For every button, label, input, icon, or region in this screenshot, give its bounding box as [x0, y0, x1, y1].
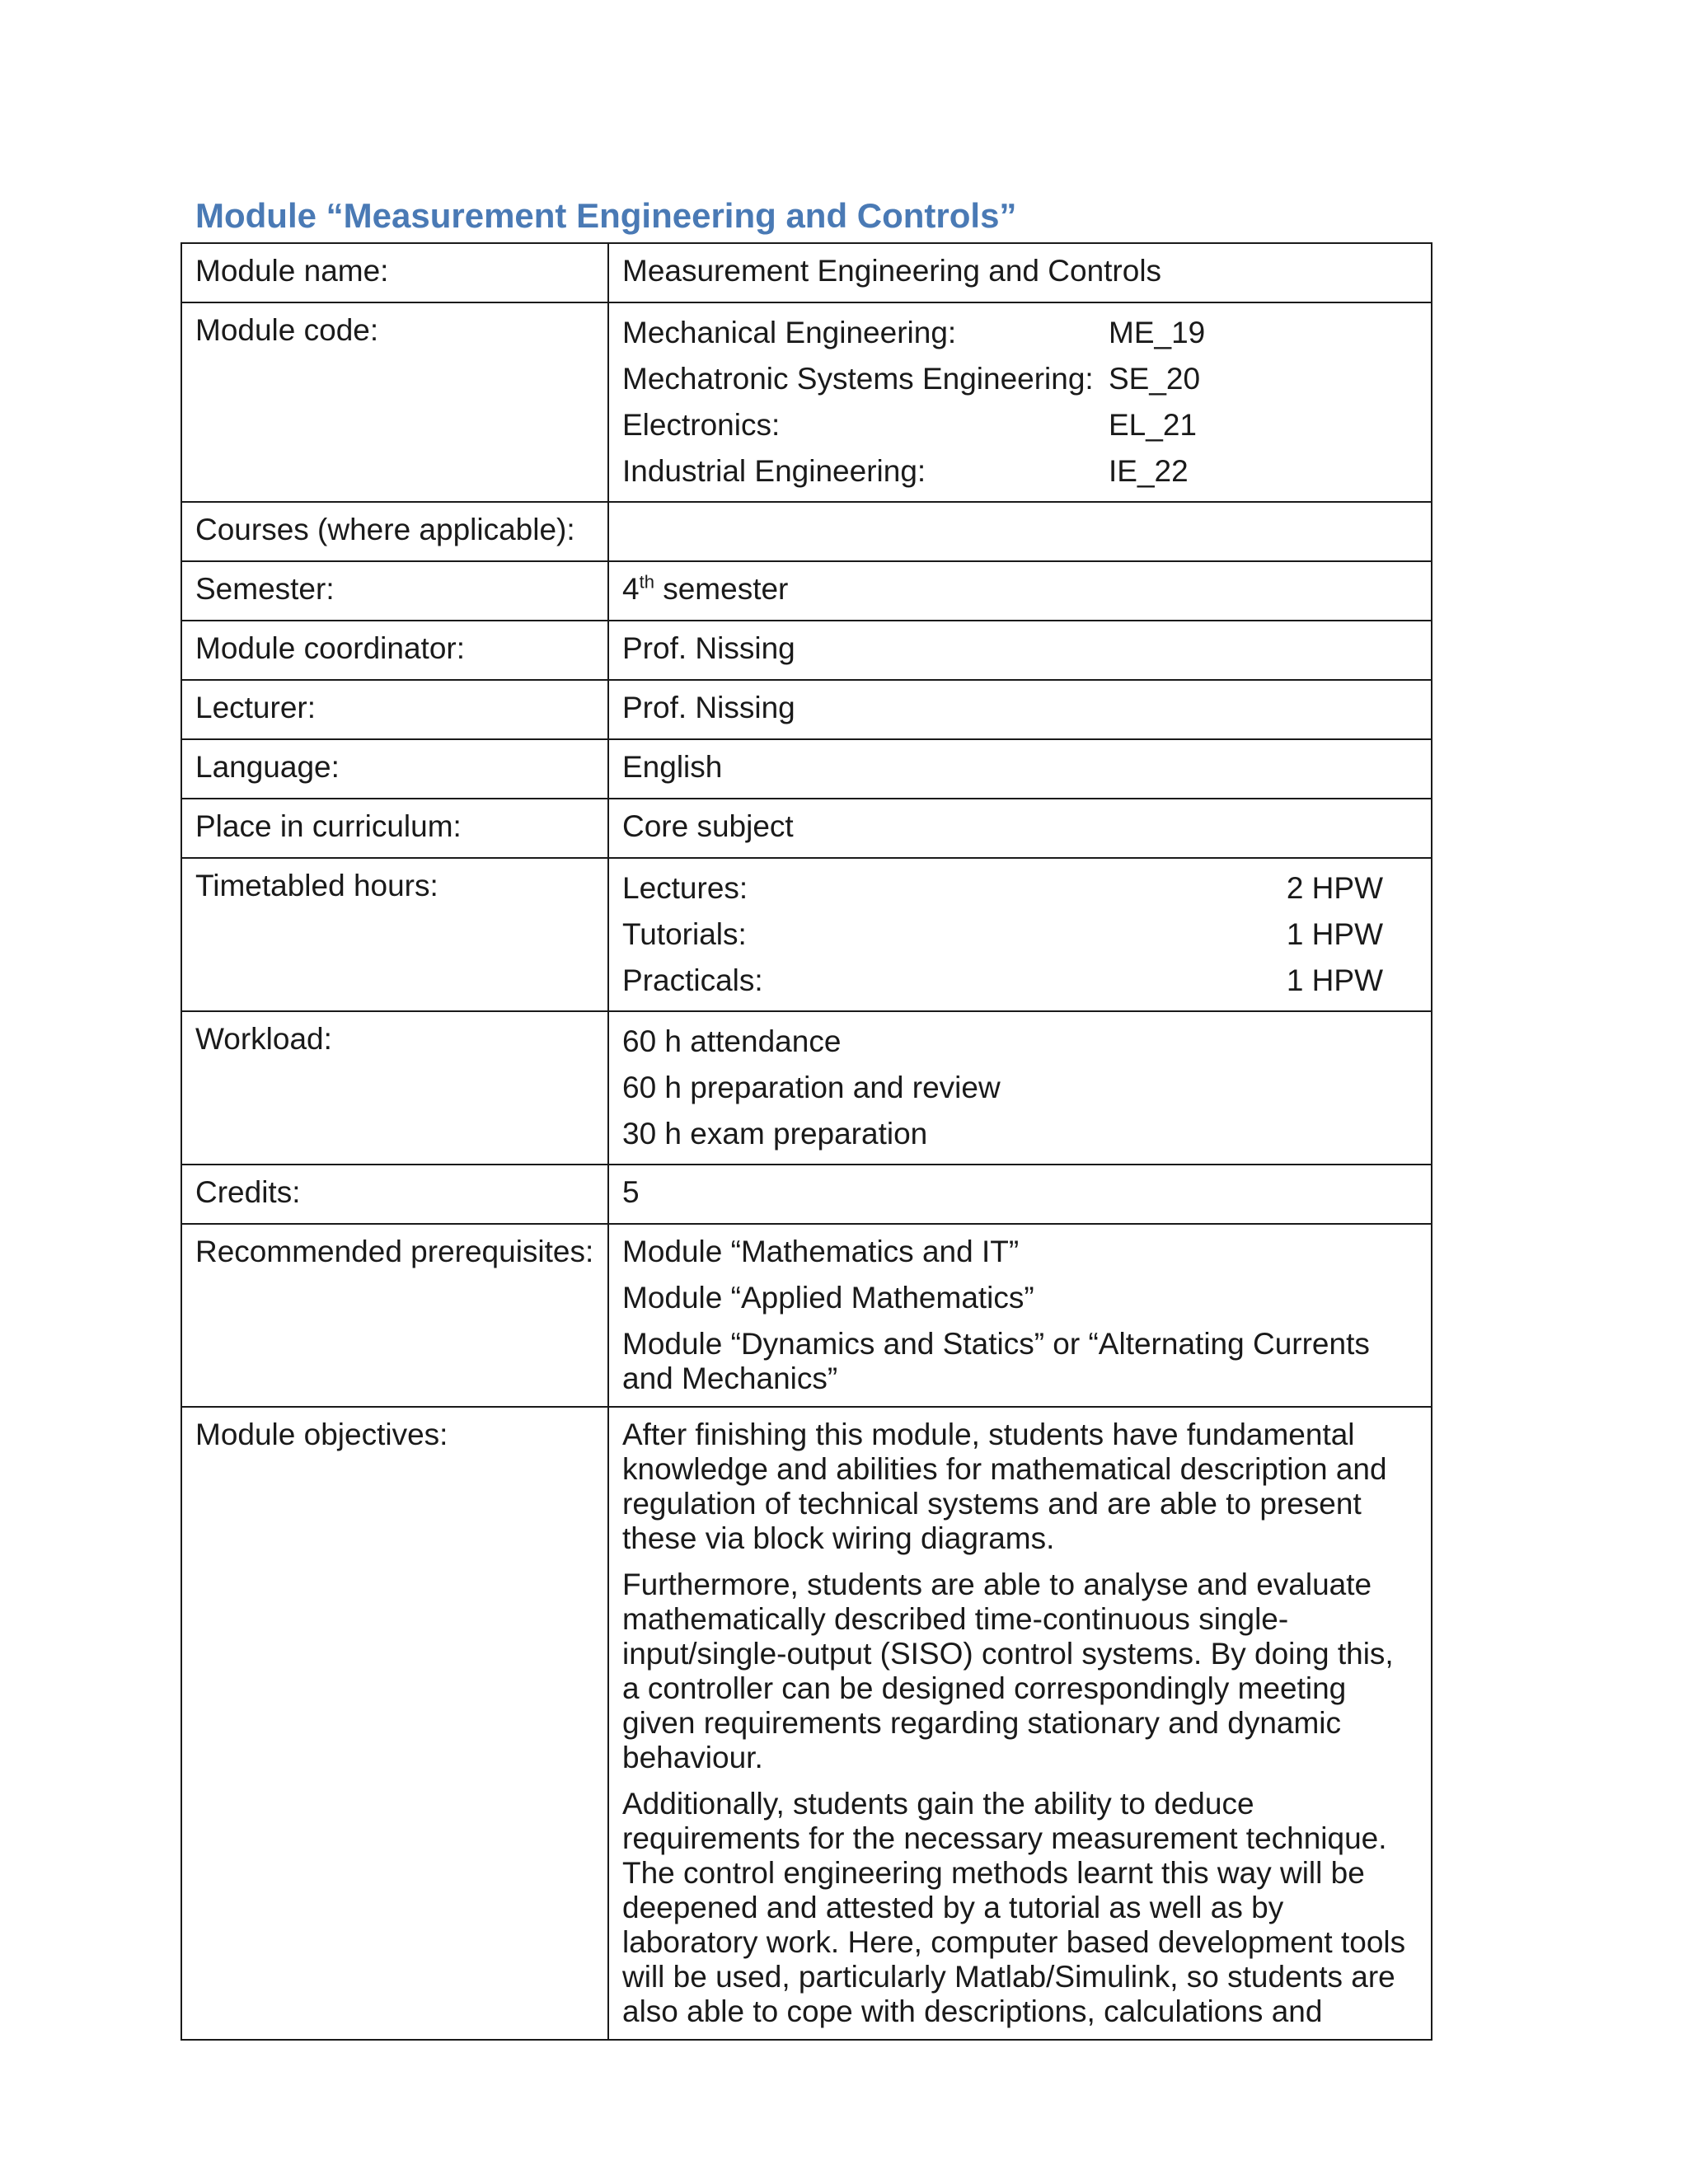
- objective-paragraph: Furthermore, students are able to analyse and evaluate mathematically described time-continuous single-input/single-output (SISO) control systems. By doing this, a controller can be designed correspondingly meeting given requirements regarding stationary and dynamic behaviour.: [622, 1568, 1394, 1774]
- label-coordinator: Module coordinator:: [181, 621, 608, 680]
- code-line: [622, 310, 1418, 356]
- row-workload: [181, 1011, 1432, 1165]
- row-credits: [181, 1165, 1432, 1224]
- label-language: Language:: [181, 739, 608, 799]
- row-hours: [181, 858, 1432, 1011]
- value-semester: [608, 561, 1432, 621]
- value-hours: [608, 858, 1432, 1011]
- code-line: [622, 402, 1418, 448]
- hours-line: [622, 865, 1418, 912]
- workload-item: 60 h attendance: [622, 1024, 842, 1058]
- page-title: Module “Measurement Engineering and Controls”: [195, 196, 1017, 235]
- row-prerequisites: [181, 1224, 1432, 1407]
- workload-item: 30 h exam preparation: [622, 1117, 928, 1151]
- hours-amount: 1 HPW: [1286, 917, 1383, 951]
- row-module-name: [181, 243, 1432, 302]
- semester-ordinal-suffix: th: [639, 571, 654, 593]
- program-code: SE_20: [1109, 362, 1201, 396]
- label-module-name: Module name:: [181, 243, 608, 302]
- label-credits: Credits:: [181, 1165, 608, 1224]
- code-line: [622, 448, 1418, 494]
- value-prerequisites: [608, 1224, 1432, 1407]
- row-coordinator: [181, 621, 1432, 680]
- hours-type: Practicals:: [622, 963, 763, 997]
- hours-line: [622, 958, 1418, 1004]
- label-lecturer: Lecturer:: [181, 680, 608, 739]
- hours-type: Tutorials:: [622, 917, 747, 951]
- semester-text: semester: [654, 572, 789, 606]
- value-workload: [608, 1011, 1432, 1165]
- row-lecturer: [181, 680, 1432, 739]
- hours-type: Lectures:: [622, 871, 748, 905]
- value-module-name: Measurement Engineering and Controls: [608, 243, 1432, 302]
- row-semester: [181, 561, 1432, 621]
- row-module-code: [181, 302, 1432, 502]
- program-name: Mechanical Engineering:: [622, 316, 957, 349]
- objective-paragraph: After finishing this module, students have fundamental knowledge and abilities for mathematical description and regulation of technical systems and are able to present these via block wiring diagrams.: [622, 1418, 1387, 1555]
- program-code: IE_22: [1109, 454, 1189, 488]
- code-line: [622, 356, 1418, 402]
- label-courses: Courses (where applicable):: [181, 502, 608, 561]
- label-workload: Workload:: [181, 1011, 608, 1165]
- label-prerequisites: Recommended prerequisites:: [181, 1224, 608, 1407]
- row-objectives: [181, 1407, 1432, 2040]
- label-objectives: Module objectives:: [181, 1407, 608, 2040]
- value-place: Core subject: [608, 799, 1432, 858]
- objective-paragraph: Additionally, students gain the ability to deduce requirements for the necessary measurement technique. The control engineering methods learnt this way will be deepened and attested by a tutorial as well as by laboratory work. Here, computer based development tools will be used, particularly Matlab/Simulink, so students are also able to cope with descriptions, calculations and: [622, 1787, 1406, 2028]
- hours-amount: 2 HPW: [1286, 871, 1383, 905]
- value-language: English: [608, 739, 1432, 799]
- prerequisite-item: Module “Dynamics and Statics” or “Alternating Currents and Mechanics”: [622, 1327, 1370, 1395]
- module-table: [181, 242, 1432, 2041]
- program-name: Industrial Engineering:: [622, 454, 926, 488]
- label-module-code: Module code:: [181, 302, 608, 502]
- prerequisite-item: Module “Applied Mathematics”: [622, 1281, 1034, 1315]
- label-semester: Semester:: [181, 561, 608, 621]
- value-lecturer: Prof. Nissing: [608, 680, 1432, 739]
- value-courses: [608, 502, 1432, 561]
- row-place: [181, 799, 1432, 858]
- value-module-code: [608, 302, 1432, 502]
- program-code: EL_21: [1109, 408, 1197, 442]
- hours-line: [622, 912, 1418, 958]
- row-courses: [181, 502, 1432, 561]
- program-name: Mechatronic Systems Engineering:: [622, 362, 1094, 396]
- value-credits: 5: [608, 1165, 1432, 1224]
- hours-amount: 1 HPW: [1286, 963, 1383, 997]
- row-language: [181, 739, 1432, 799]
- semester-number: 4: [622, 572, 640, 606]
- prerequisite-item: Module “Mathematics and IT”: [622, 1235, 1020, 1268]
- value-coordinator: Prof. Nissing: [608, 621, 1432, 680]
- workload-item: 60 h preparation and review: [622, 1071, 1001, 1104]
- label-hours: Timetabled hours:: [181, 858, 608, 1011]
- label-place: Place in curriculum:: [181, 799, 608, 858]
- value-objectives: [608, 1407, 1432, 2040]
- program-name: Electronics:: [622, 408, 781, 442]
- program-code: ME_19: [1109, 316, 1206, 349]
